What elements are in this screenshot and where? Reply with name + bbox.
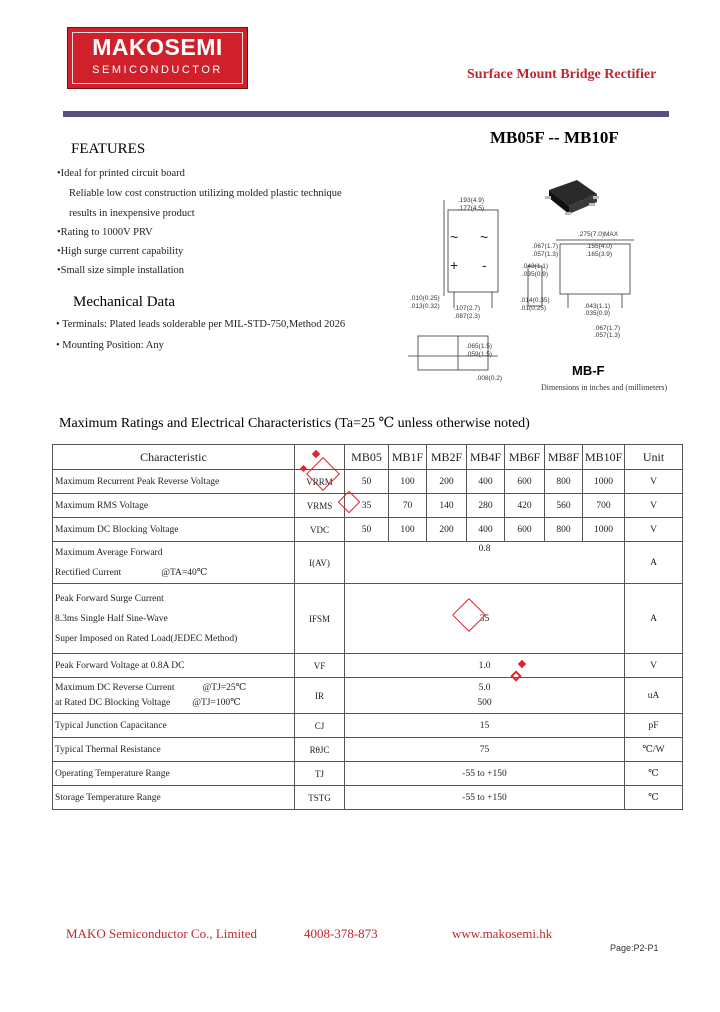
value-line: 5.0 xyxy=(478,682,491,693)
characteristic-line: Maximum Average Forward xyxy=(55,547,163,558)
column-header: MB4F xyxy=(467,445,505,470)
mechanical-item: • Mounting Position: Any xyxy=(56,340,164,351)
characteristic-text: at Rated DC Blocking Voltage xyxy=(55,697,171,708)
symbol-cell: RθJC xyxy=(295,738,345,762)
value-cell: 420 xyxy=(505,494,545,518)
characteristic-line: Peak Forward Surge Current xyxy=(55,593,164,604)
symbol-cell: TJ xyxy=(295,762,345,786)
logo-main-text: MAKOSEMI xyxy=(92,34,223,60)
condition-text: @TJ=25℃ xyxy=(202,682,247,693)
symbol-cell: IR xyxy=(295,678,345,714)
table-row xyxy=(53,584,683,654)
dimension-label: .067(1.7) xyxy=(532,243,559,250)
footer-website-link[interactable]: www.makosemi.hk xyxy=(452,926,553,941)
ratings-table xyxy=(52,444,683,810)
dimension-label: .165(3.9) xyxy=(586,251,613,258)
company-logo xyxy=(67,27,248,89)
column-header: MB1F xyxy=(389,445,427,470)
unit-cell: A xyxy=(625,584,683,654)
table-row xyxy=(53,786,683,810)
footer-company: MAKO Semiconductor Co., Limited xyxy=(66,926,258,941)
dimension-label: .035(0.9) xyxy=(584,310,611,317)
unit-cell: ℃/W xyxy=(625,738,683,762)
characteristic-cell: Storage Temperature Range xyxy=(53,786,295,810)
package-dimension-drawing xyxy=(408,196,670,392)
table-row xyxy=(53,738,683,762)
feature-item: •Rating to 1000V PRV xyxy=(57,227,153,238)
dimension-label: .008(0.2) xyxy=(476,375,503,382)
dimension-label: .043(1.1) xyxy=(584,303,611,310)
table-row xyxy=(53,762,683,786)
mechanical-heading: Mechanical Data xyxy=(73,294,176,310)
unit-cell: ℃ xyxy=(625,762,683,786)
value-cell: 70 xyxy=(389,494,427,518)
value-cell: 800 xyxy=(545,518,583,542)
characteristic-cell: Peak Forward Voltage at 0.8A DC xyxy=(53,654,295,678)
value-cell: 0.8 xyxy=(345,542,625,584)
unit-cell: uA xyxy=(625,678,683,714)
value-cell: -55 to +150 xyxy=(345,786,625,810)
value-cell: -55 to +150 xyxy=(345,762,625,786)
dimension-label: .059(1.5) xyxy=(466,351,493,358)
characteristic-cell: Typical Junction Capacitance xyxy=(53,714,295,738)
dimension-note: Dimensions in inches and (millimeters) xyxy=(541,383,668,392)
footer-phone: 4008-378-873 xyxy=(304,926,378,941)
symbol-cell: I(AV) xyxy=(295,542,345,584)
value-cell: 75 xyxy=(345,738,625,762)
value-line: 500 xyxy=(477,697,492,708)
value-cell: 100 xyxy=(389,470,427,494)
characteristic-cell: Maximum Recurrent Peak Reverse Voltage xyxy=(53,470,295,494)
page-number: Page:P2-P1 xyxy=(610,943,659,953)
table-row xyxy=(53,654,683,678)
symbol-cell: IFSM xyxy=(295,584,345,654)
logo-sub-text: SEMICONDUCTOR xyxy=(92,64,223,76)
column-header: MB8F xyxy=(545,445,583,470)
table-row xyxy=(53,494,683,518)
column-header: MB6F xyxy=(505,445,545,470)
value-cell: 200 xyxy=(427,470,467,494)
table-row xyxy=(53,678,683,714)
dimension-label: .177(4.5) xyxy=(458,205,485,212)
dimension-label: .275(7.0)MAX xyxy=(578,231,619,238)
column-header: MB05 xyxy=(345,445,389,470)
dimension-label: .035(0.9) xyxy=(522,271,549,278)
dimension-label: .01(0.25) xyxy=(520,305,547,312)
value-cell: 600 xyxy=(505,470,545,494)
dimension-label: .155(4.0) xyxy=(586,243,613,250)
characteristic-line xyxy=(55,696,292,711)
feature-item: Reliable low cost construction utilizing molded plastic technique xyxy=(69,188,342,199)
column-header: Unit xyxy=(625,445,683,470)
value-cell: 400 xyxy=(467,518,505,542)
unit-cell: V xyxy=(625,494,683,518)
column-header: Characteristic xyxy=(53,445,295,470)
column-header: MB10F xyxy=(583,445,625,470)
value-cell: 700 xyxy=(583,494,625,518)
ratings-title: Maximum Ratings and Electrical Characteristics (Ta=25 ℃ unless otherwise noted) xyxy=(59,416,530,431)
unit-cell: V xyxy=(625,518,683,542)
table-row xyxy=(53,542,683,584)
value-cell: 35 xyxy=(345,584,625,654)
characteristic-cell xyxy=(53,542,295,584)
dimension-label: .087(2.3) xyxy=(454,313,481,320)
symbol-cell: VDC xyxy=(295,518,345,542)
table-row xyxy=(53,714,683,738)
dimension-label: .043(1.1) xyxy=(522,263,549,270)
value-cell: 1.0 xyxy=(345,654,625,678)
value-cell: 560 xyxy=(545,494,583,518)
dimension-label: .107(2.7) xyxy=(454,305,481,312)
table-row xyxy=(53,518,683,542)
dimension-label: .065(1.5) xyxy=(466,343,493,350)
condition-text: @TA=40℃ xyxy=(161,567,208,578)
feature-item: •Ideal for printed circuit board xyxy=(57,168,185,179)
symbol-cell: CJ xyxy=(295,714,345,738)
value-cell: 50 xyxy=(345,470,389,494)
characteristic-cell xyxy=(53,678,295,714)
value-cell: 280 xyxy=(467,494,505,518)
symbol-cell: VRRM xyxy=(295,470,345,494)
feature-item: •High surge current capability xyxy=(57,246,184,257)
value-cell: 15 xyxy=(345,714,625,738)
unit-cell: V xyxy=(625,654,683,678)
mechanical-item: • Terminals: Plated leads solderable per MIL-STD-750,Method 2026 xyxy=(56,319,346,330)
value-cell: 400 xyxy=(467,470,505,494)
dimension-label: .067(1.7) xyxy=(594,325,621,332)
value-cell xyxy=(345,678,625,714)
part-number-range: MB05F -- MB10F xyxy=(490,128,619,147)
unit-cell: V xyxy=(625,470,683,494)
header-divider xyxy=(63,111,669,117)
condition-text: @TJ=100℃ xyxy=(192,697,241,708)
value-cell: 140 xyxy=(427,494,467,518)
feature-item: •Small size simple installation xyxy=(57,265,185,276)
dimension-label: .057(1.3) xyxy=(532,251,559,258)
characteristic-cell xyxy=(53,584,295,654)
ac-symbol: ~ xyxy=(450,229,459,245)
dimension-label: .014(0.35) xyxy=(520,297,550,304)
ac-symbol: ~ xyxy=(480,229,489,245)
dimension-label: .010(0.25) xyxy=(410,295,440,302)
value-cell: 35 xyxy=(345,494,389,518)
table-row xyxy=(53,470,683,494)
table-header-row xyxy=(53,445,683,470)
symbol-cell: VF xyxy=(295,654,345,678)
characteristic-cell: Maximum DC Blocking Voltage xyxy=(53,518,295,542)
value-cell: 1000 xyxy=(583,518,625,542)
features-heading: FEATURES xyxy=(71,141,146,157)
document-title: Surface Mount Bridge Rectifier xyxy=(467,67,657,82)
symbol-cell: TSTG xyxy=(295,786,345,810)
characteristic-line: Super Imposed on Rated Load(JEDEC Method) xyxy=(55,633,238,644)
value-cell: 50 xyxy=(345,518,389,542)
unit-cell: A xyxy=(625,542,683,584)
characteristic-cell: Maximum RMS Voltage xyxy=(53,494,295,518)
characteristic-line xyxy=(55,563,292,583)
dimension-label: .193(4.9) xyxy=(458,197,485,204)
package-label: MB-F xyxy=(572,363,605,378)
characteristic-cell: Operating Temperature Range xyxy=(53,762,295,786)
unit-cell: ℃ xyxy=(625,786,683,810)
characteristic-cell: Typical Thermal Resistance xyxy=(53,738,295,762)
value-cell: 600 xyxy=(505,518,545,542)
characteristic-text: Rectified Current xyxy=(55,567,122,578)
dimension-label: .057(1.3) xyxy=(594,332,621,339)
minus-symbol: - xyxy=(482,257,487,273)
characteristic-line xyxy=(55,681,292,696)
plus-symbol: + xyxy=(450,257,459,273)
characteristic-line: 8.3ms Single Half Sine-Wave xyxy=(55,613,168,624)
column-header: MB2F xyxy=(427,445,467,470)
characteristic-text: Maximum DC Reverse Current xyxy=(55,682,175,693)
unit-cell: pF xyxy=(625,714,683,738)
value-cell: 200 xyxy=(427,518,467,542)
feature-item: results in inexpensive product xyxy=(69,208,195,219)
value-cell: 100 xyxy=(389,518,427,542)
value-cell: 1000 xyxy=(583,470,625,494)
dimension-label: .013(0.32) xyxy=(410,303,440,310)
symbol-cell: VRMS xyxy=(295,494,345,518)
value-cell: 800 xyxy=(545,470,583,494)
